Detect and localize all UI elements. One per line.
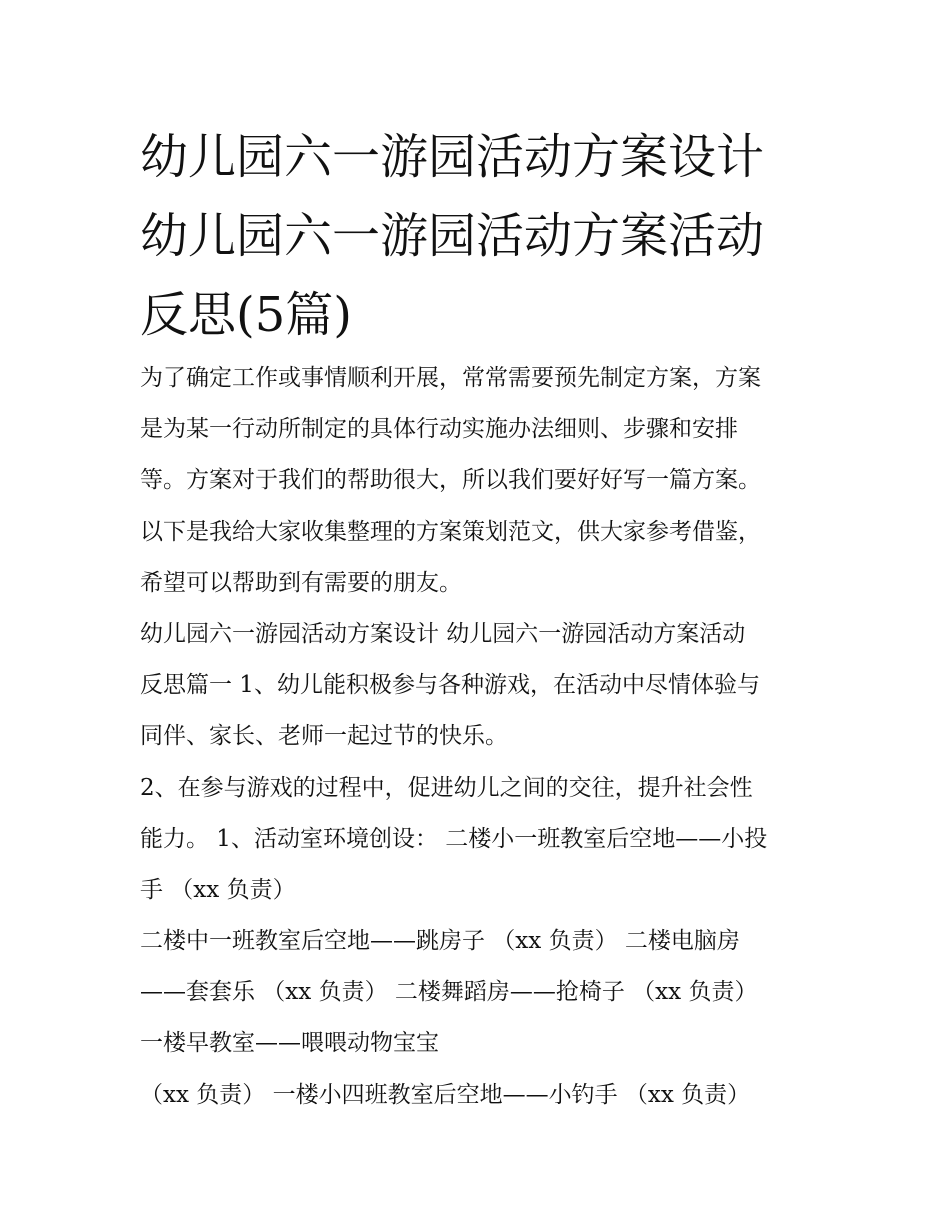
body-line: ——套套乐 （xx 负责） 二楼舞蹈房——抢椅子 （xx 负责） — [140, 979, 758, 1006]
body-line: 反思篇一 1、幼儿能积极参与各种游戏，在活动中尽情体验与 — [140, 672, 760, 699]
body-line: 幼儿园六一游园活动方案设计 幼儿园六一游园活动方案活动 — [140, 620, 746, 647]
body-line: 同伴、家长、老师一起过节的快乐。 — [140, 723, 508, 750]
body-line: 手 （xx 负责） — [140, 876, 296, 903]
document-body — [140, 353, 830, 1121]
title-line: 反思(5篇) — [140, 287, 352, 343]
body-line: 是为某一行动所制定的具体行动实施办法细则、步骤和安排 — [140, 416, 738, 443]
body-line: 二楼中一班教室后空地——跳房子 （xx 负责） 二楼电脑房 — [140, 928, 740, 955]
body-line: 以下是我给大家收集整理的方案策划范文，供大家参考借鉴， — [140, 518, 761, 545]
body-line: （xx 负责） 一楼小四班教室后空地——小钓手 （xx 负责） — [140, 1081, 751, 1108]
title-line: 幼儿园六一游园活动方案活动 — [140, 208, 765, 264]
body-line: 能力。 1、活动室环境创设： 二楼小一班教室后空地——小投 — [140, 825, 768, 852]
body-line: 等。方案对于我们的帮助很大，所以我们要好好写一篇方案。 — [140, 467, 761, 494]
body-line: 一楼早教室——喂喂动物宝宝 — [140, 1030, 439, 1057]
body-line: 2、在参与游戏的过程中，促进幼儿之间的交往，提升社会性 — [140, 774, 753, 801]
body-line: 希望可以帮助到有需要的朋友。 — [140, 569, 462, 596]
body-line: 为了确定工作或事情顺利开展，常常需要预先制定方案，方案 — [140, 365, 761, 391]
document-title — [140, 118, 820, 355]
title-line: 幼儿园六一游园活动方案设计 — [140, 129, 765, 185]
